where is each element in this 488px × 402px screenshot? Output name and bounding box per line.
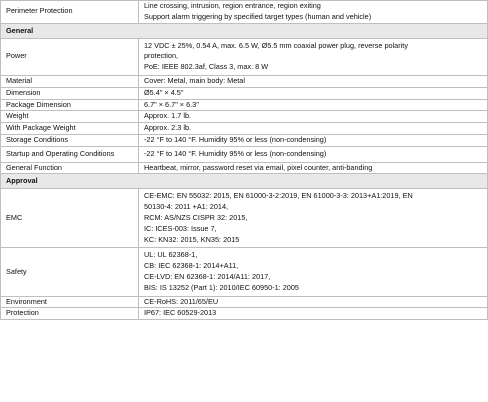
spec-label: Power — [1, 38, 139, 75]
spec-value — [139, 296, 488, 308]
spec-value-line: CB: IEC 62368-1: 2014+A11, — [144, 261, 239, 271]
spec-label: Weight — [1, 111, 139, 123]
spec-value-line: KC: KN32: 2015, KN35: 2015 — [144, 234, 240, 244]
spec-value-line: CE-LVD: EN 62368-1: 2014/A11: 2017, — [144, 271, 271, 281]
spec-row-startup-operating-conditions — [1, 146, 488, 162]
spec-value-line: -22 °F to 140 °F. Humidity 95% or less (non-condensing) — [144, 148, 327, 158]
spec-row-environment — [1, 296, 488, 308]
spec-label: Material — [1, 75, 139, 87]
spec-value — [139, 99, 488, 111]
spec-value — [139, 87, 488, 99]
spec-value-line: PoE: IEEE 802.3af, Class 3, max. 8 W — [144, 62, 269, 72]
spec-label: Storage Conditions — [1, 134, 139, 146]
spec-value — [139, 134, 488, 146]
spec-label: With Package Weight — [1, 123, 139, 135]
spec-label: Protection — [1, 308, 139, 320]
spec-label: Safety — [1, 248, 139, 296]
section-header-general — [1, 23, 488, 38]
spec-value-line: CE-RoHS: 2011/65/EU — [144, 296, 219, 306]
spec-value-line: -22 °F to 140 °F. Humidity 95% or less (non-condensing) — [144, 134, 327, 144]
spec-value — [139, 1, 488, 24]
spec-value-line: BIS: IS 13252 (Part 1): 2010/IEC 60950-1: 2005 — [144, 282, 299, 292]
spec-value-line: Support alarm triggering by specified target types (human and vehicle) — [144, 11, 372, 21]
section-title: General — [1, 23, 488, 38]
spec-value — [139, 111, 488, 123]
spec-row-perimeter-protection — [1, 1, 488, 24]
spec-label: Environment — [1, 296, 139, 308]
spec-label: EMC — [1, 189, 139, 248]
spec-value-line: protection, — [144, 51, 179, 61]
spec-value-line: Cover: Metal, main body: Metal — [144, 75, 245, 85]
spec-value-line: CE-EMC: EN 55032: 2015, EN 61000-3-2:2019, EN 61000-3-3: 2013+A1:2019, EN — [144, 191, 413, 201]
spec-value — [139, 189, 488, 248]
spec-label: Perimeter Protection — [1, 1, 139, 24]
spec-label: Startup and Operating Conditions — [1, 146, 139, 162]
section-header-approval — [1, 174, 488, 189]
spec-value — [139, 123, 488, 135]
spec-row-package-dimension — [1, 99, 488, 111]
spec-value-line: Ø5.4" × 4.5" — [144, 87, 184, 97]
spec-label: Dimension — [1, 87, 139, 99]
spec-value-line: Line crossing, intrusion, region entrance, region exiting — [144, 1, 321, 10]
spec-value-line: Heartbeat, mirror, password reset via email, pixel counter, anti-banding — [144, 162, 373, 172]
spec-label: Package Dimension — [1, 99, 139, 111]
spec-row-with-package-weight — [1, 123, 488, 135]
spec-value — [139, 248, 488, 296]
spec-value-line: IP67: IEC 60529-2013 — [144, 308, 217, 318]
spec-row-power — [1, 38, 488, 75]
spec-row-weight — [1, 111, 488, 123]
spec-value — [139, 75, 488, 87]
spec-value-line: Approx. 1.7 lb. — [144, 111, 192, 121]
spec-value-line: 50130-4: 2011 +A1: 2014, — [144, 202, 229, 212]
spec-row-safety — [1, 248, 488, 296]
spec-label: General Function — [1, 162, 139, 174]
specification-table-body — [1, 1, 488, 320]
spec-row-dimension — [1, 87, 488, 99]
spec-value-line: Approx. 2.3 lb. — [144, 123, 192, 133]
section-title: Approval — [1, 174, 488, 189]
spec-row-storage-conditions — [1, 134, 488, 146]
spec-value — [139, 38, 488, 75]
spec-row-general-function — [1, 162, 488, 174]
spec-row-protection — [1, 308, 488, 320]
spec-value-line: 12 VDC ± 25%, 0.54 A, max. 6.5 W, Ø5.5 mm coaxial power plug, reverse polarity — [144, 40, 408, 50]
spec-row-material — [1, 75, 488, 87]
spec-row-emc — [1, 189, 488, 248]
spec-value-line: RCM: AS/NZS CISPR 32: 2015, — [144, 212, 248, 222]
spec-value — [139, 308, 488, 320]
spec-value — [139, 162, 488, 174]
spec-value — [139, 146, 488, 162]
spec-value-line: UL: UL 62368-1, — [144, 250, 198, 260]
spec-value-line: IC: ICES-003: Issue 7, — [144, 223, 217, 233]
spec-value-line: 6.7" × 6.7" × 6.3" — [144, 99, 199, 109]
